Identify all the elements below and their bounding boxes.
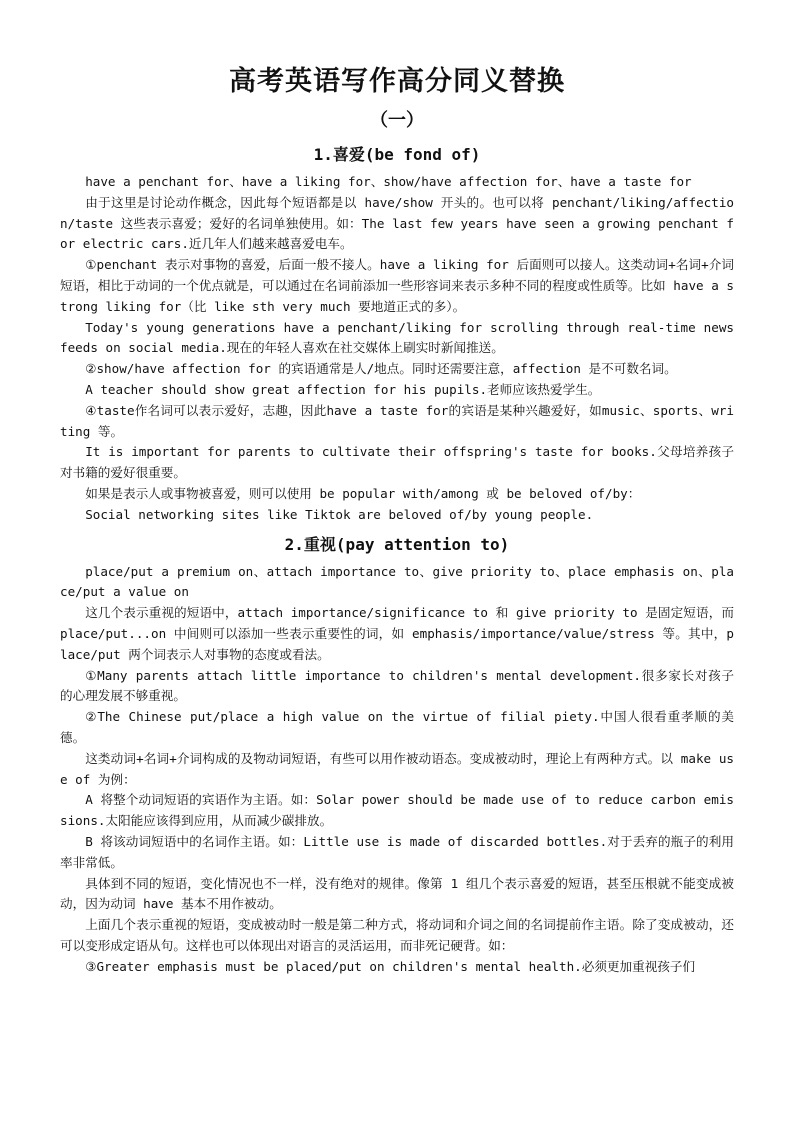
- paragraph: B 将该动词短语中的名词作主语。如：Little use is made of discarded bottles.对于丢弃的瓶子的利用率非常低。: [60, 833, 734, 870]
- paragraph: A teacher should show great affection for his pupils.老师应该热爱学生。: [85, 381, 601, 397]
- section-heading: 1.喜爱(be fond of): [313, 145, 481, 164]
- paragraph: ①Many parents attach little importance to children's mental development.很多家长对孩子的心理发展不够重视。: [60, 667, 734, 704]
- paragraph: Today's young generations have a penchant/liking for scrolling through real-time news feeds on social media.现在的年轻人喜欢在社交媒体上刷实时新闻推送。: [60, 319, 734, 356]
- paragraph: It is important for parents to cultivate their offspring's taste for books.父母培养孩子对书籍的爱好很重要。: [60, 444, 734, 481]
- paragraph: ②The Chinese put/place a high value on the virtue of filial piety.中国人很看重孝顺的美德。: [60, 709, 734, 745]
- paragraph: ②show/have affection for 的宾语通常是人/地点。同时还需要注意，affection 是不可数名词。: [85, 361, 677, 377]
- section-2: [60, 532, 734, 978]
- paragraph: 上面几个表示重视的短语，变成被动时一般是第二种方式，将动词和介词之间的名词提前作主语。除了变成被动，还可以变形成定语从句。这样也可以体现出对语言的灵活运用，而非死记硬背。如：: [60, 917, 734, 953]
- paragraph: 这几个表示重视的短语中，attach importance/significance to 和 give priority to 是固定短语，而 place/put...on 中间则可以添加一些表示重要性的词，如 emphasis/importance/value/stress 等。其中，place/put 两个词表示人对事物的态度或看法。: [60, 605, 734, 662]
- paragraph: ①penchant 表示对事物的喜爱，后面一般不接人。have a liking for 后面则可以接人。这类动词+名词+介词短语，相比于动词的一个优点就是，可以通过在名词前添加一些形容词来表示多种不同的程度或性质等。比如 have a strong liking for（比 like sth very much 要地道正式的多）。: [60, 257, 734, 314]
- paragraph: A 将整个动词短语的宾语作为主语。如：Solar power should be made use of to reduce carbon emissions.太阳能应该得到应用，从而减少碳排放。: [60, 792, 734, 829]
- page-title: 高考英语写作高分同义替换: [229, 66, 565, 97]
- paragraph: have a penchant for、have a liking for、show/have affection for、have a taste for: [85, 174, 692, 189]
- paragraph: 这类动词+名词+介词构成的及物动词短语，有些可以用作被动语态。变成被动时，理论上有两种方式。以 make use of 为例：: [60, 750, 734, 787]
- paragraph: place/put a premium on、attach importance to、give priority to、place emphasis on、place/put a value on: [60, 563, 734, 600]
- paragraph: 如果是表示人或事物被喜爱，则可以使用 be popular with/among 或 be beloved of/by：: [85, 485, 641, 501]
- paragraph: 具体到不同的短语，变化情况也不一样，没有绝对的规律。像第 1 组几个表示喜爱的短语，甚至压根就不能变成被动，因为动词 have 基本不用作被动。: [60, 875, 734, 912]
- paragraph: Social networking sites like Tiktok are beloved of/by young people.: [85, 506, 594, 522]
- section-1: [60, 142, 734, 526]
- paragraph: ④taste作名词可以表示爱好，志趣，因此have a taste for的宾语是某种兴趣爱好，如music、sports、writing 等。: [60, 402, 734, 439]
- section-heading: 2.重视(pay attention to): [284, 534, 510, 554]
- paragraph: 由于这里是讨论动作概念，因此每个短语都是以 have/show 开头的。也可以将 penchant/liking/affection/taste 这些表示喜爱；爱好的名词单独使用。如：The last few years have seen a growing penchant for electric cars.近几年人们越来越喜爱电车。: [60, 194, 734, 252]
- paragraph: ③Greater emphasis must be placed/put on children's mental health.必须更加重视孩子们: [85, 958, 696, 974]
- page-subtitle: （一）: [370, 110, 424, 131]
